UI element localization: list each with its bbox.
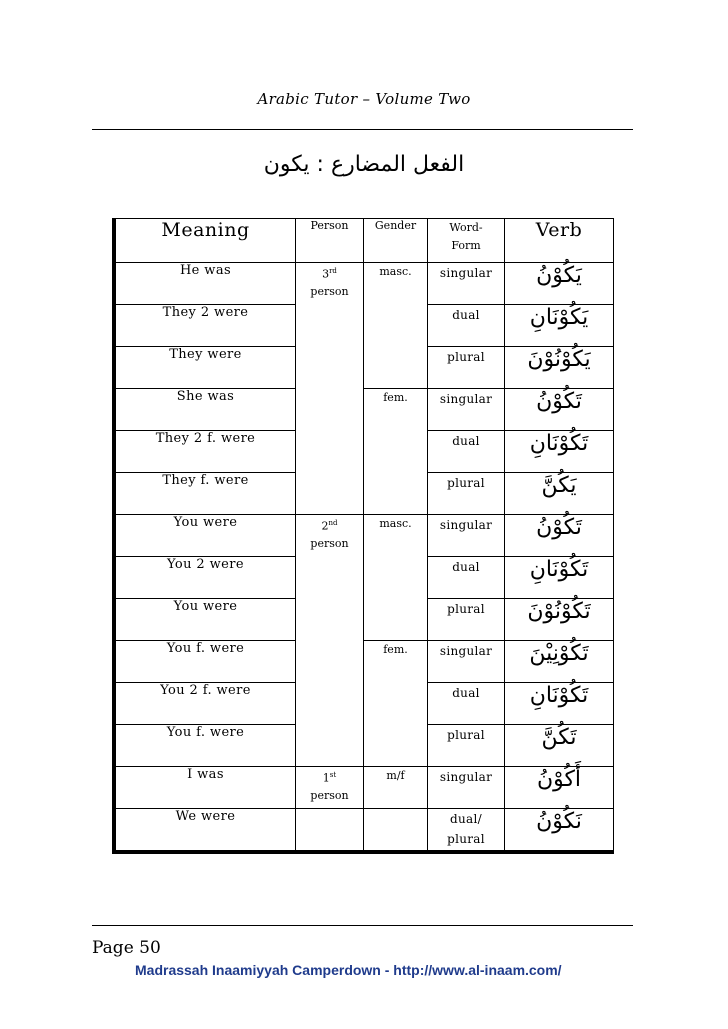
cell-verb: يَكُوْنُوْنَ (505, 347, 614, 389)
person-word: person (310, 536, 349, 550)
footer-rule (92, 925, 633, 926)
cell-form: plural (428, 599, 505, 641)
table-row (116, 305, 614, 347)
person-suffix: rd (329, 267, 337, 275)
person-number: 2 (321, 519, 329, 533)
cell-verb: تَكُنَّ (505, 725, 614, 767)
cell-form: singular (428, 641, 505, 683)
table-row (116, 557, 614, 599)
cell-verb: تَكُوْنُوْنَ (505, 599, 614, 641)
cell-gender (364, 305, 428, 347)
cell-person (296, 683, 364, 725)
cell-gender (364, 431, 428, 473)
cell-verb: تَكُوْنُ (505, 389, 614, 431)
cell-form: dual (428, 431, 505, 473)
table-row (116, 515, 614, 557)
cell-verb: أَكُوْنُ (505, 767, 614, 809)
cell-gender: m/f (364, 767, 428, 809)
cell-verb: تَكُوْنَانِ (505, 431, 614, 473)
cell-person (296, 305, 364, 347)
section-heading: الفعل المضارع : يكون (263, 152, 465, 177)
cell-form: singular (428, 515, 505, 557)
cell-gender: masc. (364, 515, 428, 557)
cell-verb: تَكُوْنَانِ (505, 557, 614, 599)
cell-person (296, 473, 364, 515)
cell-meaning: They were (116, 347, 296, 389)
cell-meaning: They 2 f. were (116, 431, 296, 473)
cell-person (296, 515, 364, 557)
person-number: 1 (322, 771, 330, 785)
page-number: Page 50 (92, 938, 161, 958)
cell-verb: تَكُوْنِيْنَ (505, 641, 614, 683)
cell-verb: يَكُوْنَانِ (505, 305, 614, 347)
cell-verb: تَكُوْنَانِ (505, 683, 614, 725)
cell-gender: fem. (364, 389, 428, 431)
cell-gender (364, 725, 428, 767)
cell-form: dual (428, 683, 505, 725)
cell-form: plural (428, 725, 505, 767)
cell-form: plural (428, 347, 505, 389)
cell-meaning: We were (116, 809, 296, 851)
table-row (116, 473, 614, 515)
cell-person (296, 389, 364, 431)
cell-verb: يَكُوْنُ (505, 263, 614, 305)
cell-gender (364, 557, 428, 599)
cell-person (296, 725, 364, 767)
table-row (116, 683, 614, 725)
cell-meaning: You f. were (116, 641, 296, 683)
cell-meaning: They f. were (116, 473, 296, 515)
cell-person (296, 431, 364, 473)
header-word-form-line1: Word- (449, 221, 483, 234)
table-row (116, 599, 614, 641)
header-word-form (428, 219, 505, 263)
cell-person (296, 347, 364, 389)
table-row (116, 431, 614, 473)
person-word: person (310, 788, 349, 802)
cell-meaning: I was (116, 767, 296, 809)
header-verb: Verb (505, 219, 614, 263)
person-number: 3 (322, 267, 330, 281)
table-row (116, 347, 614, 389)
table-row (116, 725, 614, 767)
cell-meaning: You were (116, 515, 296, 557)
table-row (116, 809, 614, 851)
running-header-title: Arabic Tutor – Volume Two (257, 90, 471, 108)
person-suffix: nd (328, 519, 338, 527)
header-rule (92, 129, 633, 130)
person-word: person (310, 284, 349, 298)
cell-meaning: He was (116, 263, 296, 305)
table-row (116, 389, 614, 431)
cell-gender (364, 347, 428, 389)
cell-form: dual (428, 557, 505, 599)
cell-form: singular (428, 389, 505, 431)
footer-website-link[interactable]: Madrassah Inaamiyyah Camperdown - http://www.al-inaam.com/ (135, 962, 562, 978)
header-gender: Gender (364, 219, 428, 263)
table-header-row (116, 219, 614, 263)
table-row (116, 767, 614, 809)
form-line2: plural (447, 832, 485, 846)
cell-verb: يَكُنَّ (505, 473, 614, 515)
cell-meaning: You 2 f. were (116, 683, 296, 725)
cell-meaning: You f. were (116, 725, 296, 767)
cell-form: singular (428, 263, 505, 305)
header-meaning: Meaning (116, 219, 296, 263)
table-row (116, 641, 614, 683)
cell-form: plural (428, 473, 505, 515)
cell-person (296, 557, 364, 599)
cell-verb: نَكُوْنُ (505, 809, 614, 851)
cell-person (296, 599, 364, 641)
cell-gender: masc. (364, 263, 428, 305)
cell-meaning: You 2 were (116, 557, 296, 599)
cell-meaning: She was (116, 389, 296, 431)
cell-person (296, 767, 364, 809)
cell-form: singular (428, 767, 505, 809)
conjugation-table (115, 218, 614, 851)
cell-gender (364, 599, 428, 641)
cell-verb: تَكُوْنُ (505, 515, 614, 557)
cell-meaning: You were (116, 599, 296, 641)
cell-person (296, 263, 364, 305)
cell-gender (364, 683, 428, 725)
cell-gender (364, 473, 428, 515)
cell-gender (364, 809, 428, 851)
cell-form (428, 809, 505, 851)
table-row (116, 263, 614, 305)
header-word-form-line2: Form (451, 239, 481, 252)
cell-meaning: They 2 were (116, 305, 296, 347)
cell-gender: fem. (364, 641, 428, 683)
form-line1: dual/ (450, 812, 482, 826)
cell-person (296, 641, 364, 683)
person-suffix: st (329, 771, 337, 779)
cell-form: dual (428, 305, 505, 347)
header-person: Person (296, 219, 364, 263)
cell-person (296, 809, 364, 851)
